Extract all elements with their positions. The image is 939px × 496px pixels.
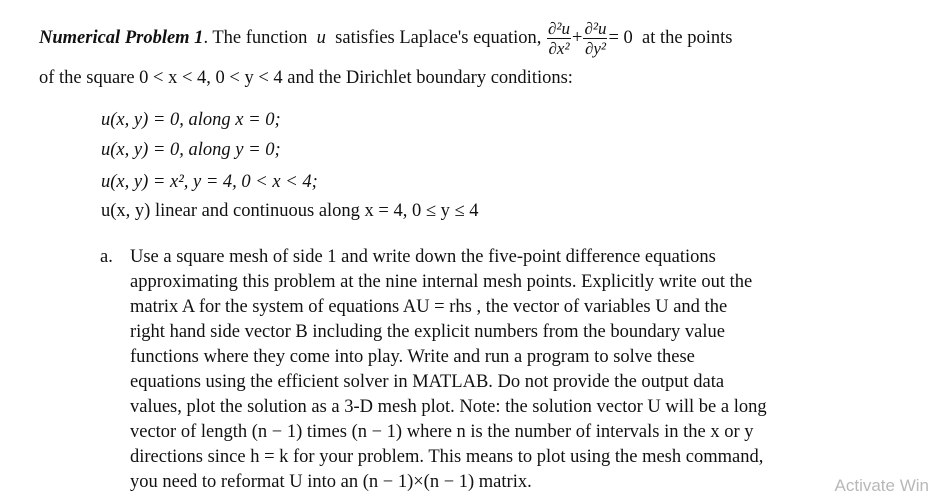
fraction-denominator: ∂x² [548, 39, 570, 58]
fraction-numerator: ∂²u [548, 19, 571, 38]
variable-u: u [316, 27, 326, 48]
equation-rhs: = 0 [608, 27, 633, 48]
part-a-line: matrix A for the system of equations AU = rhs , the vector of variables U and the [130, 297, 728, 317]
boundary-condition-1: u(x, y) = 0, along x = 0; [101, 110, 281, 130]
part-a-line: directions since h = k for your problem. This means to plot using the mesh command, [130, 447, 764, 467]
problem-title: Numerical Problem 1 [39, 27, 204, 48]
activate-windows-watermark: Activate Win [834, 476, 929, 495]
part-a-label: a. [100, 247, 113, 267]
part-a-line: right hand side vector B including the explicit numbers from the boundary value [130, 322, 725, 342]
part-a-line: equations using the efficient solver in MATLAB. Do not provide the output data [130, 372, 725, 392]
fraction-d2u-dx2 [547, 20, 571, 57]
part-a-line: values, plot the solution as a 3-D mesh plot. Note: the solution vector U will be a long [130, 397, 767, 417]
part-a-line: approximating this problem at the nine internal mesh points. Explicitly write out the [130, 272, 753, 292]
part-a-line: Use a square mesh of side 1 and write down the five-point difference equations [130, 247, 716, 267]
boundary-condition-4: u(x, y) linear and continuous along x = 4, 0 ≤ y ≤ 4 [101, 201, 479, 221]
problem-statement-line-2: of the square 0 < x < 4, 0 < y < 4 and the Dirichlet boundary conditions: [39, 68, 573, 88]
fraction-denominator: ∂y² [584, 39, 606, 58]
intro-text-a: . The function [203, 27, 308, 48]
problem-statement-line-1 [39, 20, 732, 57]
intro-text-c: at the points [642, 27, 733, 48]
part-a-line: functions where they come into play. Write and run a program to solve these [130, 347, 695, 367]
intro-text-b: satisfies Laplace's equation, [335, 27, 542, 48]
plus-sign: + [572, 27, 583, 48]
fraction-numerator: ∂²u [584, 19, 607, 38]
fraction-d2u-dy2 [583, 20, 607, 57]
part-a-line: you need to reformat U into an (n − 1)×(n − 1) matrix. [130, 472, 532, 492]
boundary-condition-3: u(x, y) = x², y = 4, 0 < x < 4; [101, 172, 318, 192]
part-a-paragraph [130, 245, 830, 495]
boundary-condition-2: u(x, y) = 0, along y = 0; [101, 140, 281, 160]
part-a-line: vector of length (n − 1) times (n − 1) where n is the number of intervals in the x or y [130, 422, 754, 442]
